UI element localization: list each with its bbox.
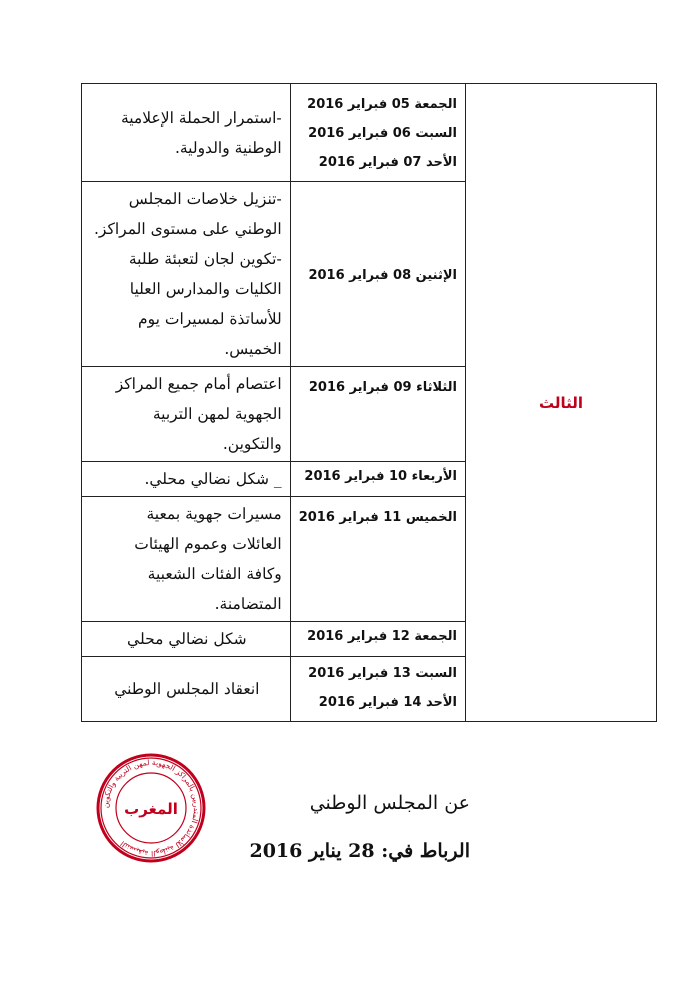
- dates-cell: [290, 622, 465, 657]
- date-line: الجمعة 12 فبراير 2016: [307, 629, 457, 644]
- stamp-seal-icon: [95, 752, 207, 864]
- signature-date: الرباط في: 28 يناير 2016: [249, 840, 470, 862]
- activity-line: _ شكل نضالي محلي.: [144, 470, 282, 488]
- dates-cell: [290, 182, 465, 367]
- date-line: الثلاثاء 09 فبراير 2016: [308, 380, 457, 395]
- date-line: السبت 06 فبراير 2016: [308, 126, 457, 141]
- dates-cell: [290, 497, 465, 622]
- activity-line: الوطني على مستوى المراكز.: [93, 220, 282, 238]
- activity-cell: [82, 84, 291, 182]
- dates-cell: [290, 84, 465, 182]
- dates-cell: [290, 462, 465, 497]
- activity-cell: [82, 497, 291, 622]
- activity-line: انعقاد المجلس الوطني: [114, 680, 260, 698]
- date-line: الخميس 11 فبراير 2016: [298, 510, 457, 525]
- council-signature: عن المجلس الوطني: [309, 792, 470, 814]
- activity-cell: [82, 622, 291, 657]
- activity-line: -استمرار الحملة الإعلامية: [120, 108, 282, 127]
- activity-line: الخميس.: [224, 340, 282, 358]
- activity-cell: [82, 367, 291, 462]
- activity-line: -تكوين لجان لتعبئة طلبة: [128, 250, 282, 268]
- date-line: الجمعة 05 فبراير 2016: [307, 97, 457, 112]
- date-line: الأحد 07 فبراير 2016: [318, 155, 457, 170]
- dates-cell: [290, 657, 465, 722]
- stage-label: الثالث: [538, 394, 584, 412]
- activity-line: مسيرات جهوية بمعية: [146, 505, 282, 523]
- stamp-ring-text: التنسيقية الوطنية للأساتذة المتدربين بالمراكز الجهوية لمهن التربية والتكوين: [100, 757, 202, 859]
- date-line: الأربعاء 10 فبراير 2016: [304, 469, 457, 484]
- date-line: السبت 13 فبراير 2016: [308, 666, 457, 681]
- signature-block: [249, 788, 470, 862]
- activity-line: الوطنية والدولية.: [174, 138, 282, 157]
- activity-cell: [82, 182, 291, 367]
- activity-line: والتكوين.: [222, 435, 282, 453]
- date-line: الأحد 14 فبراير 2016: [318, 695, 457, 710]
- activity-line: المتضامنة.: [214, 595, 282, 613]
- activity-line: العائلات وعموم الهيئات: [134, 535, 282, 553]
- activity-line: الكليات والمدارس العليا: [129, 280, 282, 298]
- activity-line: شكل نضالي محلي: [127, 630, 247, 648]
- stage-cell: [466, 84, 657, 722]
- activity-line: اعتصام أمام جميع المراكز: [115, 375, 282, 393]
- activity-cell: [82, 462, 291, 497]
- activity-line: للأساتذة لمسيرات يوم: [138, 310, 282, 328]
- stamp-center-text: المغرب: [124, 800, 178, 818]
- date-line: الإثنين 08 فبراير 2016: [308, 267, 457, 283]
- official-stamp: [95, 752, 207, 864]
- table-row: [82, 84, 657, 182]
- activity-line: وكافة الفئات الشعبية: [147, 565, 282, 583]
- dates-cell: [290, 367, 465, 462]
- activity-line: -تنزيل خلاصات المجلس: [128, 190, 282, 208]
- activity-cell: [82, 657, 291, 722]
- activity-line: الجهوية لمهن التربية: [152, 405, 282, 423]
- schedule-table: [81, 83, 657, 722]
